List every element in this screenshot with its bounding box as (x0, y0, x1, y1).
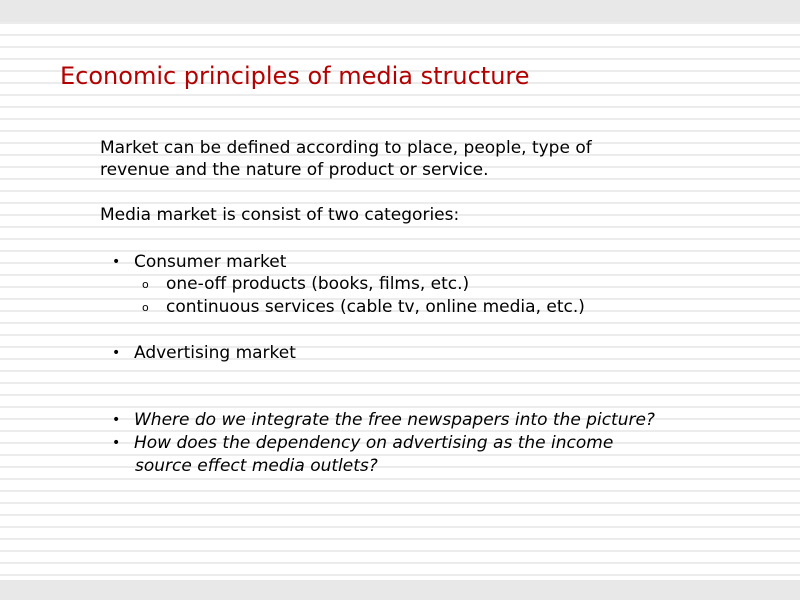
bottom-band (0, 580, 800, 600)
sub-bullet-continuous (142, 296, 585, 319)
bullet-icon: • (112, 412, 121, 428)
sub-bullet-icon: o (142, 278, 149, 291)
question-text-continuation: source effect media outlets? (135, 456, 378, 476)
sub-bullet-label: one-off products (books, films, etc.) (166, 274, 470, 294)
paragraph-market-definition (100, 137, 592, 181)
paragraph-line: Market can be defined according to place, people, type of (100, 138, 592, 158)
sub-bullet-icon: o (142, 301, 149, 314)
bullet-icon: • (112, 435, 121, 451)
bullet-advertising-market (112, 342, 296, 364)
bullet-label: Advertising market (134, 343, 296, 363)
bullet-icon: • (112, 345, 121, 361)
question-text: How does the dependency on advertising as the income (134, 433, 614, 453)
paragraph-line: revenue and the nature of product or service. (100, 160, 489, 180)
bullet-label: Consumer market (134, 252, 287, 272)
sub-bullet-one-off (142, 273, 469, 296)
bullet-icon: • (112, 254, 121, 270)
bullet-consumer-market (112, 251, 286, 273)
sub-bullet-label: continuous services (cable tv, online media, etc.) (166, 297, 585, 317)
slide-title: Economic principles of media structure (60, 62, 530, 90)
question-text: Where do we integrate the free newspapers into the picture? (134, 410, 655, 430)
question-advertising-dependency (112, 432, 613, 454)
question-free-newspapers (112, 409, 655, 431)
paragraph-categories: Media market is consist of two categories: (100, 205, 460, 225)
top-band (0, 0, 800, 22)
